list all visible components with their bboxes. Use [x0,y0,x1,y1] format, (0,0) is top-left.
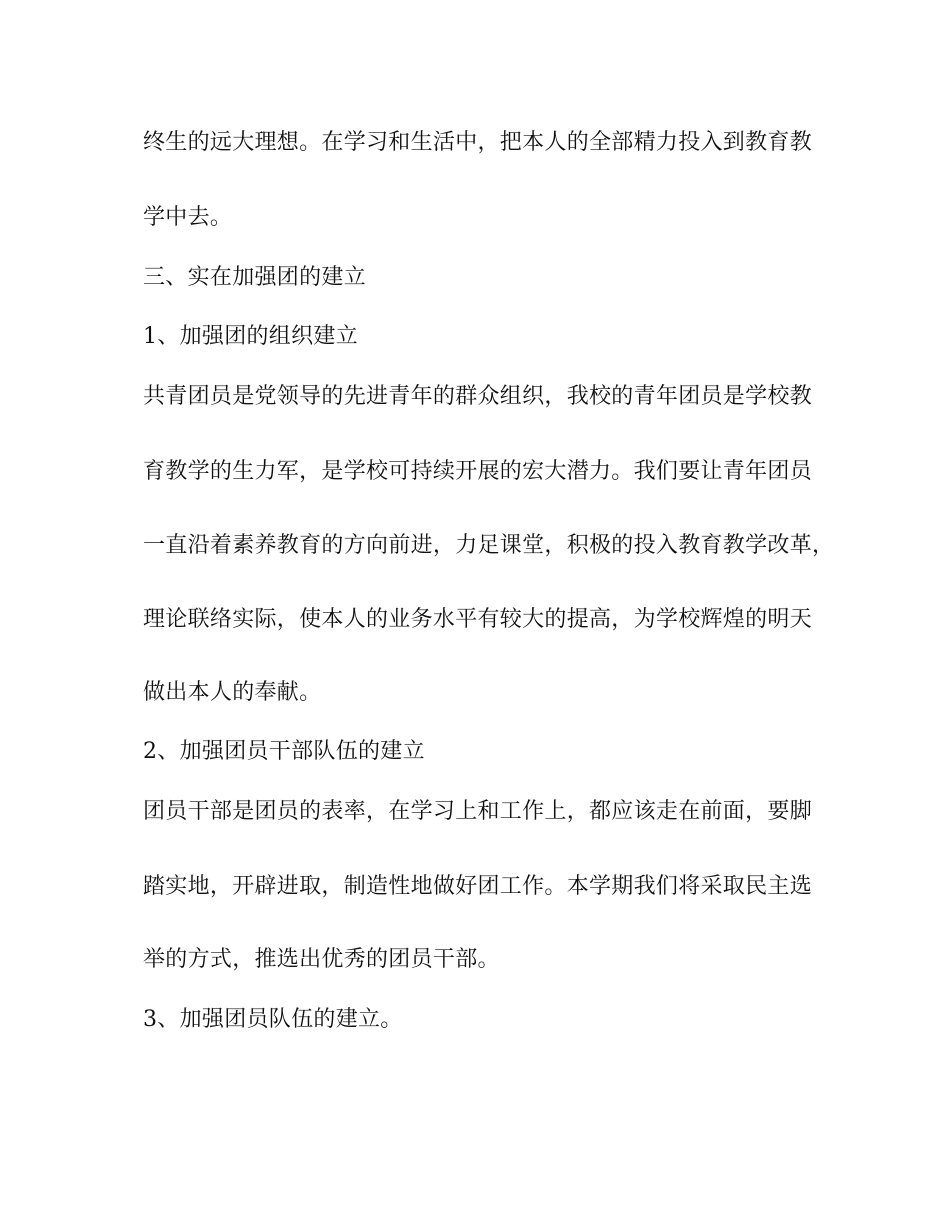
subheading-1: 1、加强团的组织建立 [143,324,358,349]
subheading-2: 2、加强团员干部队伍的建立 [143,739,425,764]
subheading-3: 3、加强团员队伍的建立。 [143,1007,403,1032]
paragraph-line-2: 学中去。 [143,205,233,230]
paragraph-line-3: 共青团员是党领导的先进青年的群众组织，我校的青年团员是学校教 [143,384,813,409]
paragraph-line-4: 育教学的生力军，是学校可持续开展的宏大潜力。我们要让青年团员 [143,459,813,484]
section-heading: 三、实在加强团的建立 [143,265,367,290]
paragraph-line-6: 理论联络实际，使本人的业务水平有较大的提高，为学校辉煌的明天 [143,607,813,632]
paragraph-line-9: 踏实地，开辟进取，制造性地做好团工作。本学期我们将采取民主选 [143,874,813,899]
paragraph-line-5: 一直沿着素养教育的方向前进，力足课堂，积极的投入教育教学改革， [143,533,835,558]
paragraph-line-1: 终生的远大理想。在学习和生活中，把本人的全部精力投入到教育教 [143,130,813,155]
paragraph-line-8: 团员干部是团员的表率，在学习上和工作上，都应该走在前面，要脚 [143,799,813,824]
paragraph-line-7: 做出本人的奉献。 [143,680,322,705]
paragraph-line-10: 举的方式，推选出优秀的团员干部。 [143,947,500,972]
